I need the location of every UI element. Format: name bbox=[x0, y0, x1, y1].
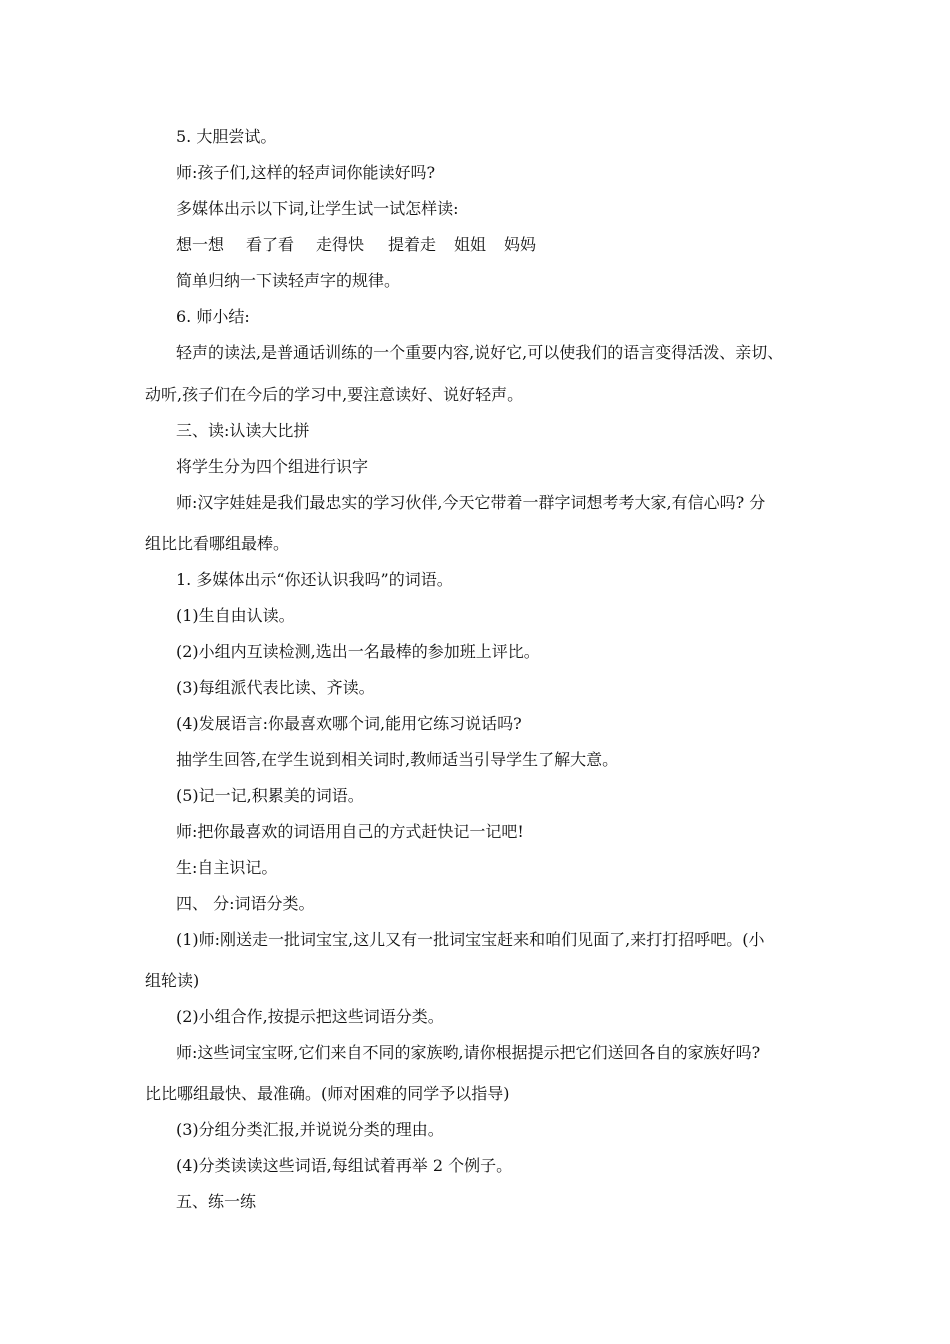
paragraph-line: 组比比看哪组最棒。 bbox=[145, 534, 290, 553]
paragraph-line: 抽学生回答,在学生说到相关词时,教师适当引导学生了解大意。 bbox=[176, 750, 619, 769]
word-item: 走得快 bbox=[316, 235, 365, 254]
paragraph-line: 生:自主识记。 bbox=[176, 858, 278, 877]
paragraph-line: 将学生分为四个组进行识字 bbox=[176, 457, 369, 476]
teacher-question: 师:孩子们,这样的轻声词你能读好吗? bbox=[176, 163, 436, 182]
step-5-heading: 5. 大胆尝试。 bbox=[176, 127, 277, 146]
word-item: 姐姐 bbox=[454, 235, 487, 254]
paragraph-line: 轻声的读法,是普通话训练的一个重要内容,说好它,可以使我们的语言变得活泼、亲切、 bbox=[176, 343, 784, 362]
list-item: (5)记一记,积累美的词语。 bbox=[176, 786, 364, 805]
list-item: (2)小组合作,按提示把这些词语分类。 bbox=[176, 1007, 444, 1026]
paragraph-line: 比比哪组最快、最准确。(师对困难的同学予以指导) bbox=[145, 1084, 510, 1103]
paragraph-line: 动听,孩子们在今后的学习中,要注意读好、说好轻声。 bbox=[145, 385, 524, 404]
step-6-heading: 6. 师小结: bbox=[176, 307, 250, 326]
paragraph-line: 师:这些词宝宝呀,它们来自不同的家族哟,请你根据提示把它们送回各自的家族好吗? bbox=[176, 1043, 761, 1062]
list-item: (3)分组分类汇报,并说说分类的理由。 bbox=[176, 1120, 444, 1139]
word-item: 想一想 bbox=[176, 235, 225, 254]
list-item: (1)师:刚送走一批词宝宝,这儿又有一批词宝宝赶来和咱们见面了,来打打招呼吧。(小 bbox=[176, 930, 765, 949]
paragraph-line: 组轮读) bbox=[145, 971, 200, 990]
list-item: (2)小组内互读检测,选出一名最棒的参加班上评比。 bbox=[176, 642, 540, 661]
paragraph-line: 师:把你最喜欢的词语用自己的方式赶快记一记吧! bbox=[176, 822, 524, 841]
section-3-heading: 三、读:认读大比拼 bbox=[176, 421, 310, 440]
list-item: (4)分类读读这些词语,每组试着再举 2 个例子。 bbox=[176, 1156, 513, 1175]
list-item: (1)生自由认读。 bbox=[176, 606, 295, 625]
step-1-heading: 1. 多媒体出示“你还认识我吗”的词语。 bbox=[176, 570, 453, 589]
multimedia-instruction: 多媒体出示以下词,让学生试一试怎样读: bbox=[176, 199, 459, 218]
section-4-heading: 四、 分:词语分类。 bbox=[176, 894, 315, 913]
word-item: 提着走 bbox=[388, 235, 437, 254]
neutral-tone-word-list bbox=[176, 235, 536, 255]
paragraph-line: 师:汉字娃娃是我们最忠实的学习伙伴,今天它带着一群字词想考考大家,有信心吗? 分 bbox=[176, 493, 766, 512]
word-item: 妈妈 bbox=[504, 235, 537, 254]
list-item: (4)发展语言:你最喜欢哪个词,能用它练习说话吗? bbox=[176, 714, 522, 733]
summary-instruction: 简单归纳一下读轻声字的规律。 bbox=[176, 271, 401, 290]
section-5-heading: 五、练一练 bbox=[176, 1192, 257, 1211]
list-item: (3)每组派代表比读、齐读。 bbox=[176, 678, 375, 697]
word-item: 看了看 bbox=[246, 235, 295, 254]
